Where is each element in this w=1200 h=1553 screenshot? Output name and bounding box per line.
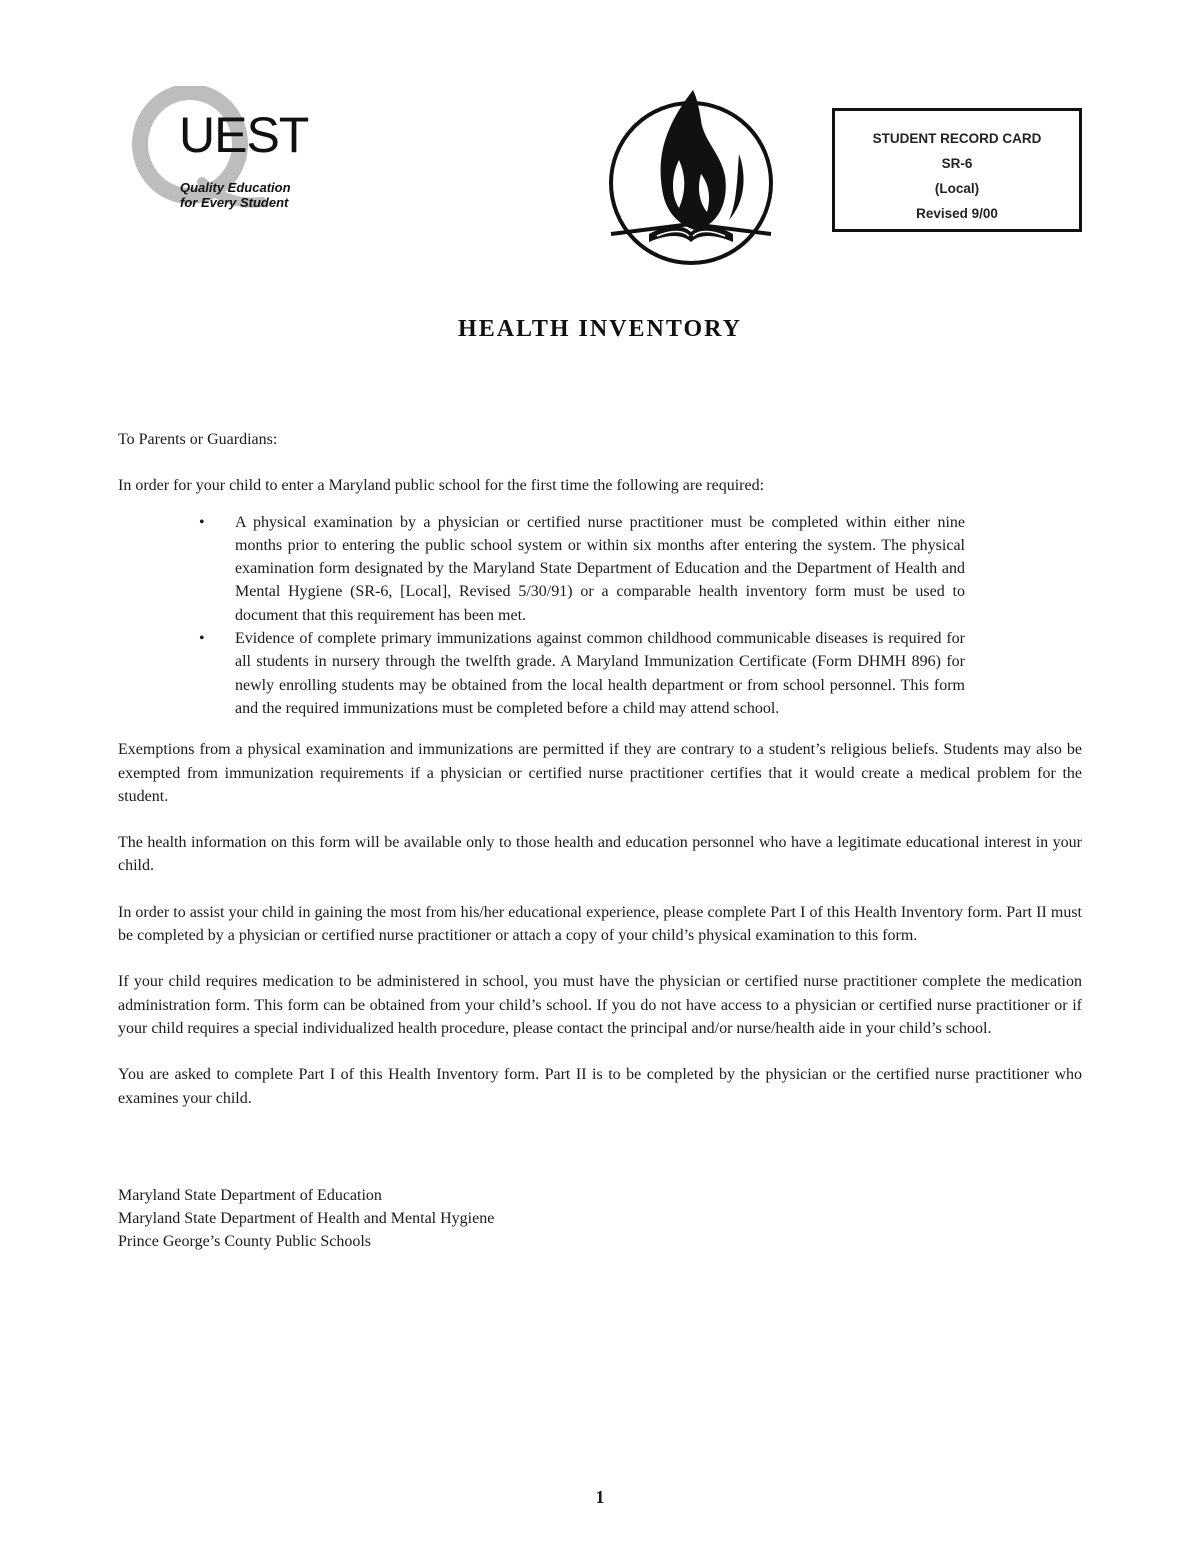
medication-paragraph: If your child requires medication to be administered in school, you must have the physician or certified nurse practitioner complete the medication administration form. This form can be obtained from your child’s school. If you do not have access to a physician or certified nurse practitioner or if your child requires a special individualized health procedure, please contact the principal and/or nurse/health aide in your child’s school.: [118, 973, 1082, 1037]
instructions-paragraph: In order to assist your child in gaining the most from his/her educational experience, please complete Part I of this Health Inventory form. Part II must be completed by a physician or certified nurse practitioner or attach a copy of your child’s physical examination to this form.: [118, 903, 1082, 945]
student-record-card-box: [832, 108, 1082, 232]
pgcps-seal-logo: [597, 84, 785, 274]
list-item: [199, 511, 965, 627]
record-card-line: Revised 9/00: [916, 206, 998, 221]
record-card-line: SR-6: [941, 156, 973, 171]
privacy-paragraph: The health information on this form will be available only to those health and education personnel who have a legitimate educational interest in your child.: [118, 834, 1082, 875]
intro-paragraph: In order for your child to enter a Maryland public school for the first time the following are required:: [118, 477, 765, 495]
list-item: [199, 627, 965, 720]
signature-line: Maryland State Department of Health and Mental Hygiene: [118, 1210, 495, 1228]
quest-tagline-line: Quality Education: [180, 180, 291, 195]
flame-book-emblem: [597, 84, 785, 274]
signature-line: Prince George’s County Public Schools: [118, 1233, 372, 1251]
greeting: To Parents or Guardians:: [118, 431, 278, 448]
requirements-list: [118, 511, 1082, 721]
quest-logo: [132, 86, 312, 226]
page-title: HEALTH INVENTORY: [458, 316, 742, 342]
signature-block: [118, 1184, 1082, 1254]
list-item-text: Evidence of complete primary immunizations against common childhood communicable diseases is required for all students in nursery through the twelfth grade. A Maryland Immunization Certificate (Form DHMH 896) for newly enrolling students may be obtained from the local health department or from school personnel. This form and the required immunizations must be completed before a child may attend school.: [235, 630, 965, 717]
signature-line: Maryland State Department of Education: [118, 1186, 382, 1204]
bullet-icon: •: [199, 630, 205, 648]
quest-tagline: [180, 180, 291, 210]
exemptions-paragraph: Exemptions from a physical examination and immunizations are permitted if they are contrary to a student’s religious beliefs. Students may also be exempted from immunization requirements if a physician or certified nurse practitioner certifies that it would create a medical problem for the student.: [118, 741, 1082, 805]
bullet-icon: •: [199, 513, 205, 531]
quest-logo-letters: UEST: [179, 107, 309, 163]
completion-paragraph: You are asked to complete Part I of this Health Inventory form. Part II is to be completed by the physician or the certified nurse practitioner who examines your child.: [118, 1066, 1082, 1107]
page-number: 1: [595, 1487, 605, 1507]
record-card-line: (Local): [934, 181, 980, 196]
letter-body: [118, 428, 1082, 1254]
list-item-text: A physical examination by a physician or certified nurse practitioner must be completed within either nine months prior to entering the public school system or within six months after entering the system. The physical examination form designated by the Maryland State Department of Education and the Department of Health and Mental Hygiene (SR-6, [Local], Revised 5/30/91) or a comparable health inventory form must be used to document that this requirement has been met.: [235, 513, 965, 624]
record-card-line: STUDENT RECORD CARD: [872, 131, 1042, 146]
quest-tagline-line: for Every Student: [180, 195, 289, 210]
